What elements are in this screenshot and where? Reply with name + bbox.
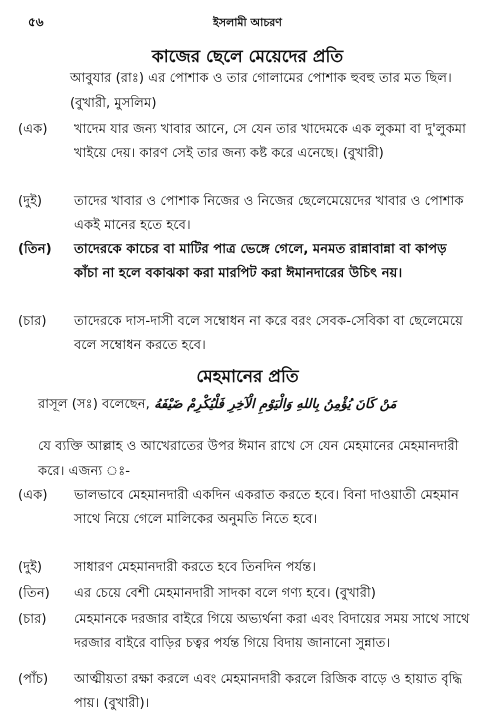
list-item <box>18 118 475 166</box>
list-item <box>18 668 475 716</box>
list-item <box>18 582 475 606</box>
list-item <box>18 608 475 656</box>
item-text: তাদেরকে দাস-দাসী বলে সম্বোধন না করে বরং সেবক-সেবিকা বা ছেলেমেয়ে বলে সম্বোধন করতে হবে। <box>74 314 463 353</box>
item-text: সাধারণ মেহমানদারী করতে হবে তিনদিন পর্যন্ত। <box>74 560 317 575</box>
running-title: ইসলামী আচরণ <box>213 16 282 29</box>
list-item <box>18 310 475 358</box>
list-item <box>18 484 475 532</box>
hadith-line <box>38 392 475 417</box>
section-heading-guests: মেহমানের প্রতি <box>196 367 299 387</box>
item-marker: (তিন) <box>18 586 50 601</box>
item-text: খাদেম যার জন্য খাবার আনে, সে যেন তার খাদেমকে এক লুকমা বা দু'লুকমা খাইয়ে দেয়। কারণ সেই তার জন্য কষ্ট করে এনেছে। (বুখারী) <box>74 122 466 161</box>
hadith-intro: রাসূল (সঃ) বলেছেন, <box>38 397 150 412</box>
list-item <box>18 556 475 580</box>
page-number: ৫৬ <box>28 15 44 29</box>
list-item <box>18 190 475 238</box>
item-marker: (দুই) <box>18 560 43 575</box>
arabic-hadith: مَنْ كَانَ يُؤْمِنُ بِاللهِ وَالْيَوْمِ الْآخِرِ فَلْيُكْرِمْ ضَيْفَهُ <box>154 397 397 412</box>
item-text: আত্মীয়তা রক্ষা করলে এবং মেহমানদারী করলে রিজিক বাড়ে ও হায়াত বৃদ্ধি পায়। (বুখারী)। <box>74 672 463 711</box>
item-marker: (পাঁচ) <box>18 672 49 687</box>
list-item <box>18 238 475 286</box>
item-text: তাদেরকে কাচের বা মাটির পাত্র ভেঙ্গে গেলে, মনমত রান্নাবান্না বা কাপড় কাঁচা না হলে বকাঝকা করা মারপিট করা ঈমানদারের উচিৎ নয়। <box>74 242 447 281</box>
section-heading-servants: কাজের ছেলে মেয়েদের প্রতি <box>151 47 344 67</box>
item-text: ভালভাবে মেহমানদারী একদিন একরাত করতে হবে। বিনা দাওয়াতী মেহমান সাথে নিয়ে গেলে মালিকের অনুমতি নিতে হবে। <box>74 488 459 527</box>
item-text: মেহমানকে দরজার বাইরে গিয়ে অভ্যর্থনা করা এবং বিদায়ের সময় সাথে সাথে দরজার বাইরে বাড়ির চত্বর পর্যন্ত গিয়ে বিদায় জানানো সুন্নাত। <box>74 612 470 651</box>
item-text: তাদের খাবার ও পোশাক নিজের ও নিজের ছেলেমেয়েদের খাবার ও পোশাক একই মানের হতে হবে। <box>74 194 464 233</box>
item-marker: (তিন) <box>18 242 52 257</box>
item-marker: (এক) <box>18 122 48 137</box>
page-header <box>28 14 467 32</box>
item-marker: (চার) <box>18 314 47 329</box>
section-intro-guests: যে ব্যক্তি আল্লাহ ও আখেরাতের উপর ঈমান রাখে সে যেন মেহমানের মেহমানদারী করে। এজন্য ঃ- <box>38 439 459 479</box>
item-marker: (এক) <box>18 488 48 503</box>
section-intro-servants: আবুযার (রাঃ) এর পোশাক ও তার গোলামের পোশাক হুবহু তার মত ছিল। (বুখারী, মুসলিম) <box>70 71 452 111</box>
item-marker: (চার) <box>18 612 47 627</box>
item-marker: (দুই) <box>18 194 43 209</box>
item-text: এর চেয়ে বেশী মেহমানদারী সাদকা বলে গণ্য হবে। (বুখারী) <box>74 586 376 601</box>
